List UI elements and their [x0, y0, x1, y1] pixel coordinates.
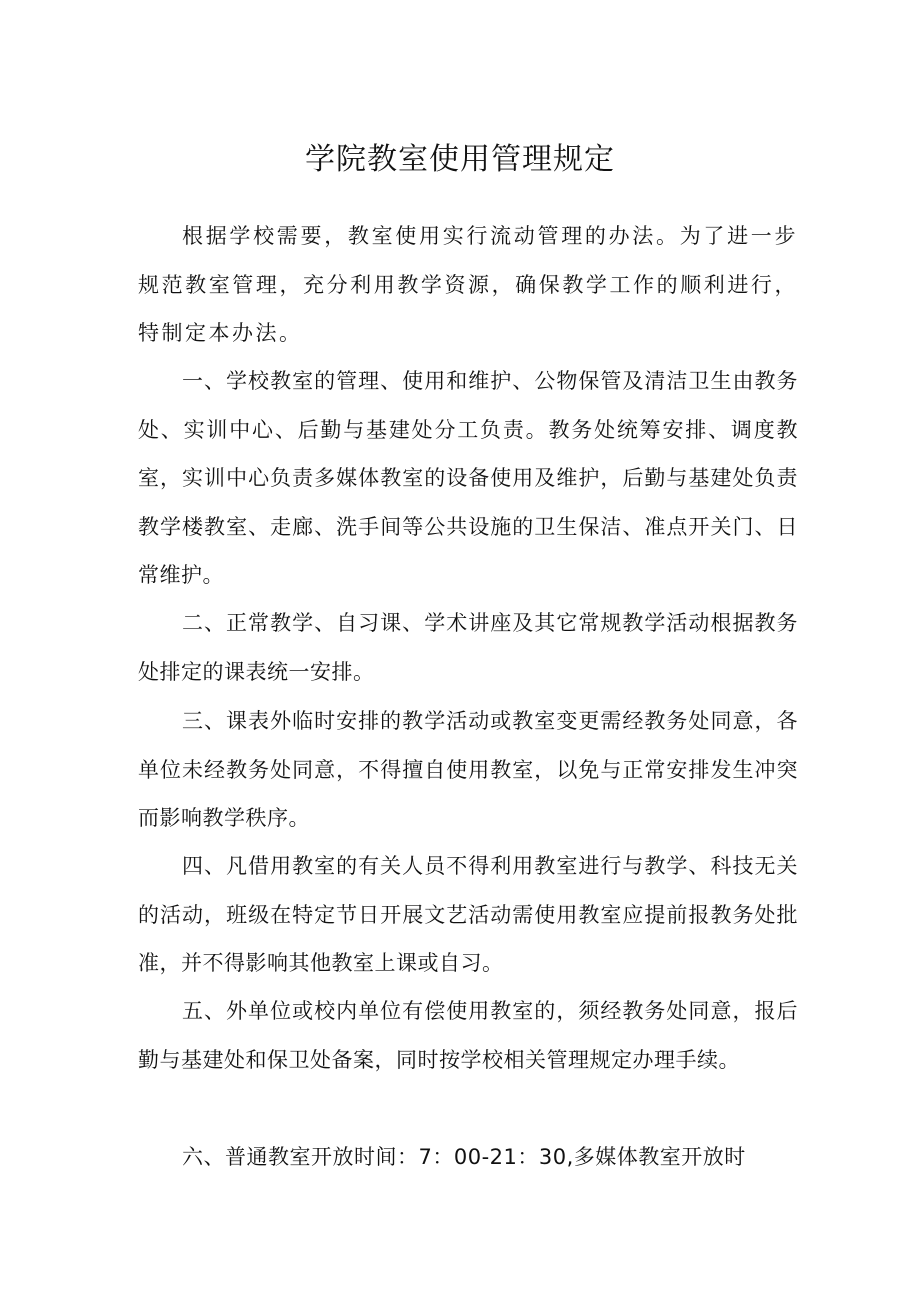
article-5-paragraph: 五、外单位或校内单位有偿使用教室的，须经教务处同意，报后勤与基建处和保卫处备案，同时按学校相关管理规定办理手续。: [138, 999, 798, 1072]
article-6-paragraph: 六、普通教室开放时间：7：00-21：30,多媒体教室开放时: [182, 1145, 746, 1169]
article-3-paragraph: 三、课表外临时安排的教学活动或教室变更需经教务处同意，各单位未经教务处同意，不得擅自使用教室，以免与正常安排发生冲突而影响教学秩序。: [138, 709, 798, 830]
document-title: 学院教室使用管理规定: [305, 142, 615, 177]
intro-paragraph: 根据学校需要，教室使用实行流动管理的办法。为了进一步规范教室管理，充分利用教学资源，确保教学工作的顺利进行，特制定本办法。: [138, 224, 798, 345]
article-2-paragraph: 二、正常教学、自习课、学术讲座及其它常规教学活动根据教务处排定的课表统一安排。: [138, 611, 798, 684]
article-1-paragraph: 一、学校教室的管理、使用和维护、公物保管及清洁卫生由教务处、实训中心、后勤与基建处分工负责。教务处统筹安排、调度教室，实训中心负责多媒体教室的设备使用及维护，后勤与基建处负责教学楼教室、走廊、洗手间等公共设施的卫生保洁、准点开关门、日常维护。: [138, 369, 798, 587]
article-4-paragraph: 四、凡借用教室的有关人员不得利用教室进行与教学、科技无关的活动，班级在特定节日开展文艺活动需使用教室应提前报教务处批准，并不得影响其他教室上课或自习。: [138, 854, 798, 975]
